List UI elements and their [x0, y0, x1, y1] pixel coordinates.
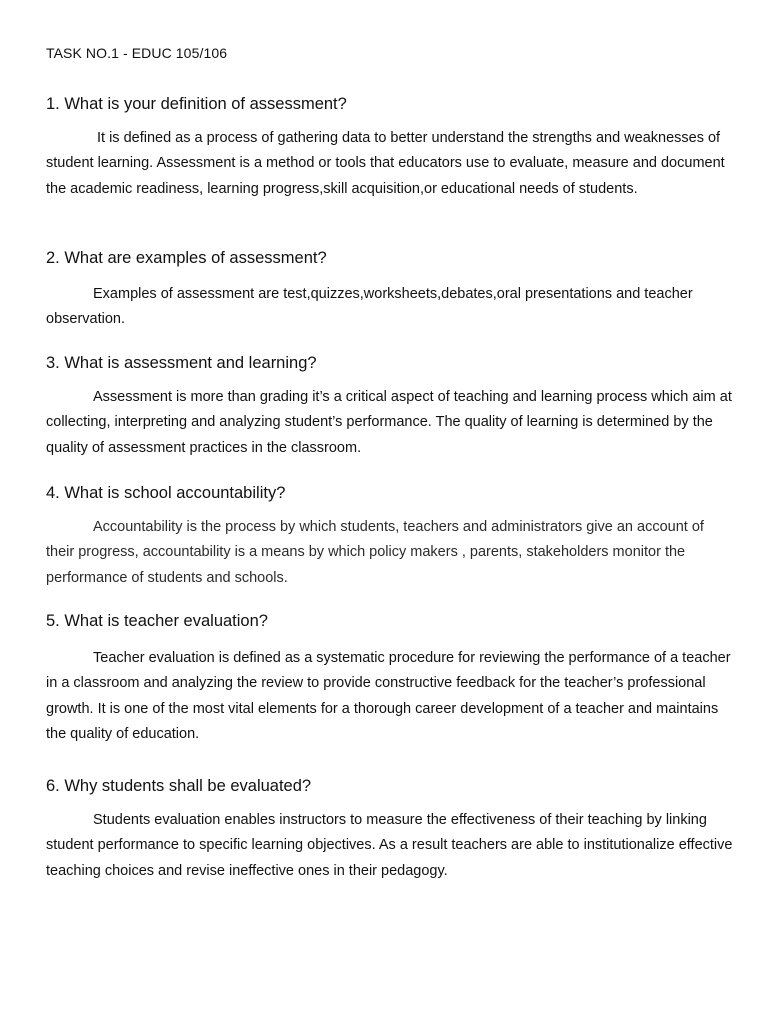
answer-4	[46, 515, 736, 591]
answer-3	[46, 385, 736, 461]
answer-2-text: Examples of assessment are test,quizzes,worksheets,debates,oral presentations and teacher observation.	[46, 286, 693, 328]
question-1: 1. What is your definition of assessment?	[46, 95, 347, 113]
question-3: 3. What is assessment and learning?	[46, 354, 317, 372]
question-4: 4. What is school accountability?	[46, 484, 286, 502]
answer-5	[46, 646, 736, 747]
question-5: 5. What is teacher evaluation?	[46, 612, 268, 630]
answer-1	[46, 126, 736, 202]
document-header: TASK NO.1 - EDUC 105/106	[46, 45, 228, 61]
answer-3-text: Assessment is more than grading it’s a critical aspect of teaching and learning process which aim at collecting, interpreting and analyzing student’s performance. The quality of learning is determined by the quality of assessment practices in the classroom.	[46, 389, 732, 456]
question-2: 2. What are examples of assessment?	[46, 249, 327, 267]
answer-6	[46, 808, 736, 884]
answer-1-text: It is defined as a process of gathering data to better understand the strengths and weaknesses of student learning. Assessment is a method or tools that educators use to evaluate, measure and document the academic readiness, learning progress,skill acquisition,or educational needs of students.	[46, 130, 725, 197]
answer-5-text: Teacher evaluation is defined as a systematic procedure for reviewing the performance of a teacher in a classroom and analyzing the review to provide constructive feedback for the teacher’s professional growth. It is one of the most vital elements for a thorough career development of a teacher and maintains the quality of education.	[46, 650, 731, 742]
answer-2	[46, 282, 736, 333]
answer-4-text: Accountability is the process by which students, teachers and administrators give an account of their progress, accountability is a means by which policy makers , parents, stakeholders monitor the performance of students and schools.	[46, 519, 704, 586]
answer-6-text: Students evaluation enables instructors to measure the effectiveness of their teaching by linking student performance to specific learning objectives. As a result teachers are able to institutionalize effective teaching choices and revise ineffective ones in their pedagogy.	[46, 812, 733, 879]
question-6: 6. Why students shall be evaluated?	[46, 777, 312, 795]
